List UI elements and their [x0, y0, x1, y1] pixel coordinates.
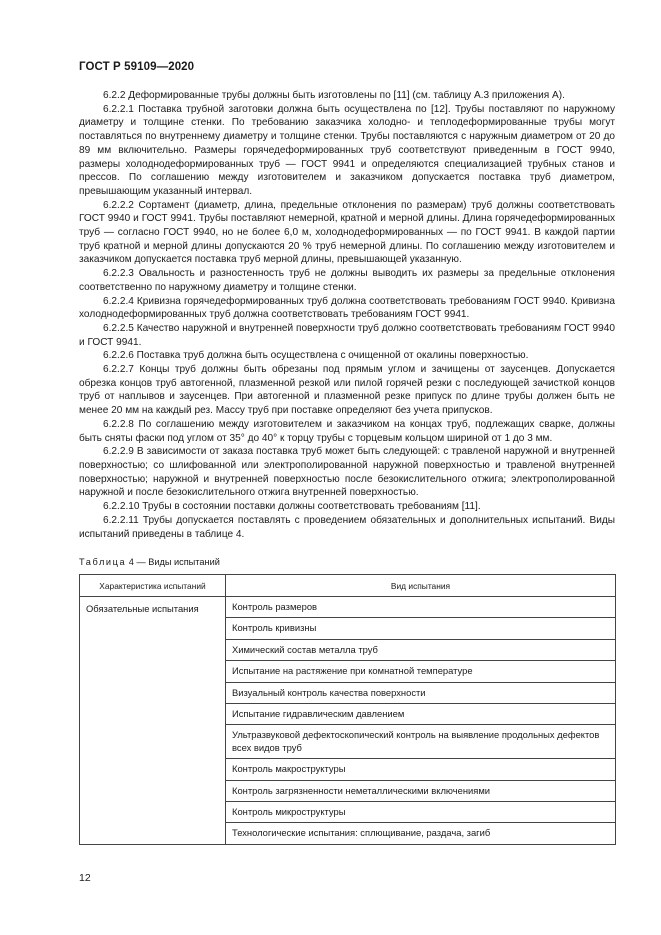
paragraph: 6.2.2.11 Трубы допускается поставлять с проведением обязательных и дополнительных испытаний. Виды испытаний приведены в таблице 4.	[79, 514, 615, 540]
table-caption-label: Таблица	[79, 557, 127, 567]
document-header: ГОСТ Р 59109—2020	[79, 61, 195, 73]
test-cell: Химический состав металла труб	[226, 639, 616, 660]
paragraph: 6.2.2.7 Концы труб должны быть обрезаны под прямым углом и зачищены от заусенцев. Допускается обрезка концов труб автогенной, плазменной резкой или пилой горячей резки с последующей зачисткой концов труб от наплывов и заусенцев. При автогенной и плазменной резке припуск по длине трубы должен быть не менее 20 мм на каждый рез. Массу труб при поставке определяют без учета припусков.	[79, 364, 615, 417]
paragraph: 6.2.2.5 Качество наружной и внутренней поверхности труб должно соответствовать требованиям ГОСТ 9940 и ГОСТ 9941.	[79, 322, 615, 348]
test-cell: Испытание гидравлическим давлением	[226, 704, 616, 725]
tests-table	[79, 574, 616, 845]
test-cell: Контроль макроструктуры	[226, 759, 616, 780]
paragraph: 6.2.2.1 Поставка трубной заготовки должна быть осуществлена по [12]. Трубы поставляют по наружному диаметру и толщине стенки. По требованию заказчика холодно- и теплодеформированные трубы могут поставляться по внутреннему диаметру и толщине стенки. Трубы поставляются с наружным диаметром от 20 до 89 мм включительно. Размеры горячедеформированных труб соответствуют приведенным в ГОСТ 9940, размеры холоднодеформированных труб — ГОСТ 9941 и определяются специализацией трубных станов и прессов. По соглашению между изготовителем и заказчиком допускается поставка труб диаметром, превышающим указанный интервал.	[79, 103, 615, 197]
body-text	[79, 89, 615, 541]
test-cell: Контроль кривизны	[226, 618, 616, 639]
paragraph: 6.2.2.6 Поставка труб должна быть осуществлена с очищенной от окалины поверхностью.	[103, 350, 529, 362]
test-cell: Контроль размеров	[226, 597, 616, 618]
paragraph: 6.2.2.9 В зависимости от заказа поставка труб может быть следующей: с травленой наружной и внутренней поверхностью; со шлифованной или электрополированной наружной поверхностью и травленой внутренней поверхностью; наружной и внутренней поверхностью после безокислительного отжига; электрополированной наружной и после безокислительного отжига внутренней поверхностью.	[79, 446, 615, 499]
table-caption-title: 4 — Виды испытаний	[128, 557, 220, 567]
paragraph: 6.2.2.10 Трубы в состоянии поставки должны соответствовать требованиям [11].	[103, 501, 481, 513]
paragraph: 6.2.2.3 Овальность и разностенность труб не должны выводить их размеры за предельные отклонения соответственно по наружному диаметру и толщине стенки.	[79, 268, 615, 293]
paragraph: 6.2.2 Деформированные трубы должны быть изготовлены по [11] (см. таблицу А.3 приложения А).	[103, 90, 565, 101]
test-cell: Контроль загрязненности неметаллическими включениями	[226, 780, 616, 801]
test-cell: Испытание на растяжение при комнатной температуре	[226, 661, 616, 682]
column-header-test-type: Вид испытания	[226, 575, 616, 597]
test-cell: Контроль микроструктуры	[226, 802, 616, 823]
test-cell: Визуальный контроль качества поверхности	[226, 682, 616, 703]
table-caption	[79, 557, 220, 567]
table-row	[80, 597, 616, 618]
paragraph: 6.2.2.4 Кривизна горячедеформированных труб должна соответствовать требованиям ГОСТ 9940. Кривизна холоднодеформированных труб должна соответствовать требованиям ГОСТ 9941.	[79, 295, 615, 321]
paragraph: 6.2.2.8 По соглашению между изготовителем и заказчиком на концах труб, подлежащих сварке, должны быть сняты фаски под углом от 35° до 40° к торцу трубы с торцевым кольцом шириной от 1 до 3 мм.	[79, 418, 615, 444]
column-header-characteristic: Характеристика испытаний	[80, 575, 226, 597]
test-cell: Ультразвуковой дефектоскопический контроль на выявление продольных дефектов всех видов труб	[226, 725, 616, 759]
paragraph: 6.2.2.2 Сортамент (диаметр, длина, предельные отклонения по размерам) труб должны соответствовать ГОСТ 9940 и ГОСТ 9941. Трубы поставляют немерной, кратной и мерной длины. Длина горячедеформированных труб — согласно ГОСТ 9940, но не более 6,0 м, холоднодеформированных — по ГОСТ 9941. В каждой партии труб кратной и мерной длины допускаются 20 % труб немерной длины. По соглашению между изготовителем и заказчиком допускается поставка труб мерной длины, превышающей указанную.	[79, 199, 615, 266]
test-cell: Технологические испытания: сплющивание, раздача, загиб	[226, 823, 616, 844]
table-header-row	[80, 575, 616, 597]
category-cell: Обязательные испытания	[80, 597, 226, 845]
page-number: 12	[79, 872, 91, 884]
